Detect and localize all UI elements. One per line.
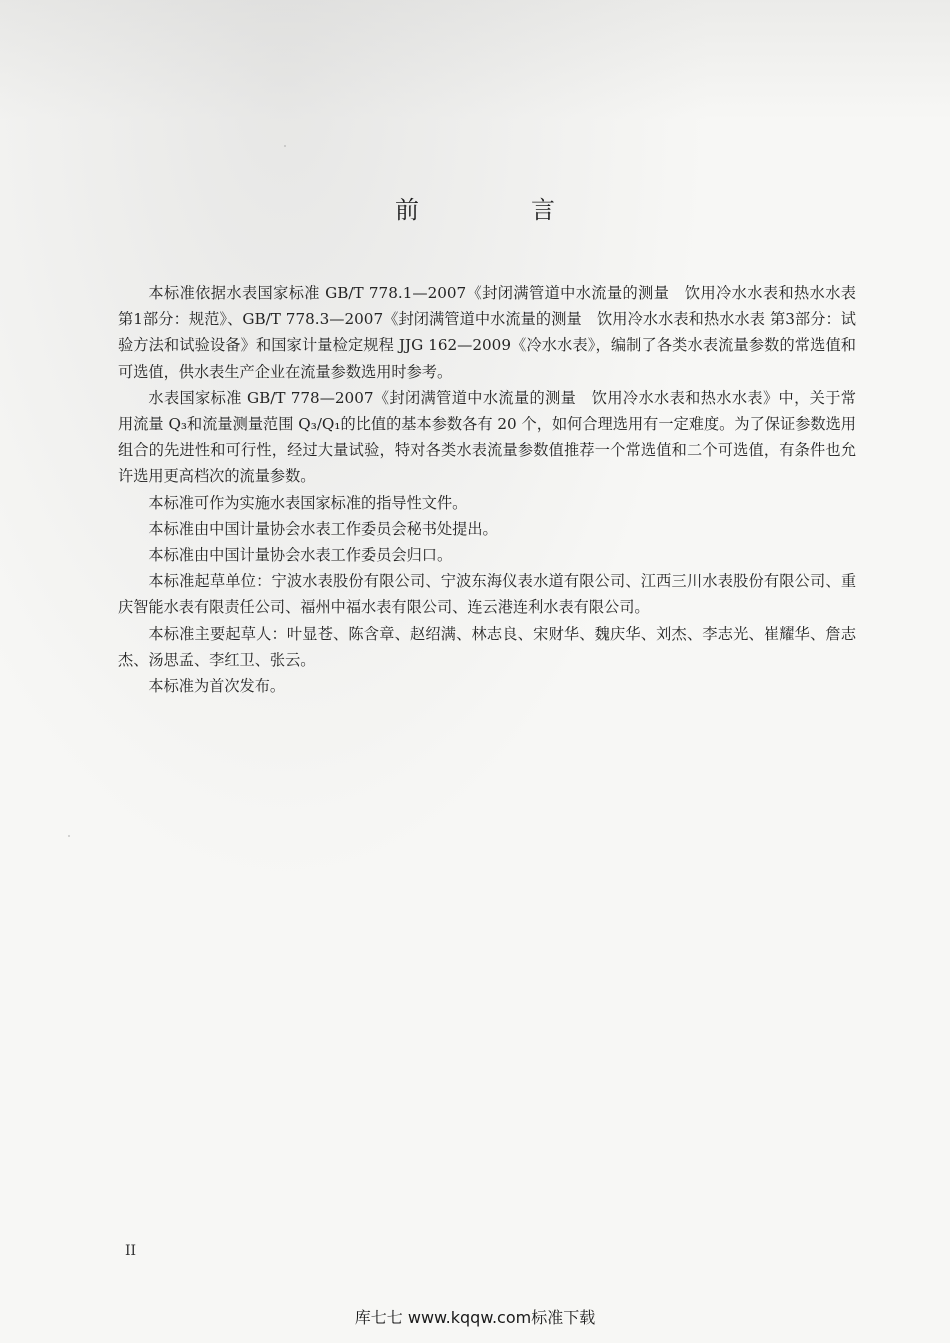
- paragraph: 本标准由中国计量协会水表工作委员会秘书处提出。: [148, 519, 498, 538]
- preface-body: [118, 280, 856, 699]
- scan-speck: [68, 835, 70, 837]
- page-title: 前 言: [395, 196, 599, 224]
- paragraph: 本标准主要起草人：叶显苍、陈含章、赵绍满、林志良、宋财华、魏庆华、刘杰、李志光、崔耀华、詹志杰、汤思孟、李红卫、张云。: [118, 624, 856, 669]
- paragraph: 本标准依据水表国家标准 GB/T 778.1—2007《封闭满管道中水流量的测量 饮用冷水水表和热水水表 第1部分：规范》、GB/T 778.3—2007《封闭满管道中水流量的测量 饮用冷水水表和热水水表 第3部分：试验方法和试验设备》和国家计量检定规程 JJG 162—2009《冷水水表》，编制了各类水表流量参数的常选值和可选值，供水表生产企业在流量参数选用时参考。: [118, 284, 856, 381]
- paragraph: 本标准可作为实施水表国家标准的指导性文件。: [148, 493, 468, 512]
- footer-watermark: 库七七 www.kqqw.com标准下载: [354, 1308, 596, 1327]
- paragraph: 本标准起草单位：宁波水表股份有限公司、宁波东海仪表水道有限公司、江西三川水表股份有限公司、重庆智能水表有限责任公司、福州中福水表有限公司、连云港连利水表有限公司。: [118, 572, 856, 617]
- scan-speck: [284, 145, 286, 147]
- paragraph: 本标准为首次发布。: [148, 677, 286, 696]
- paragraph: 水表国家标准 GB/T 778—2007《封闭满管道中水流量的测量 饮用冷水水表和热水水表》中，关于常用流量 Q₃和流量测量范围 Q₃/Q₁的比值的基本参数各有 20 个，如何合理选用有一定难度。为了保证参数选用组合的先进性和可行性，经过大量试验，特对各类水表流量参数值推荐一个常选值和二个可选值，有条件也允许选用更高档次的流量参数。: [118, 388, 856, 486]
- page-number: II: [125, 1243, 137, 1259]
- paragraph: 本标准由中国计量协会水表工作委员会归口。: [148, 546, 453, 565]
